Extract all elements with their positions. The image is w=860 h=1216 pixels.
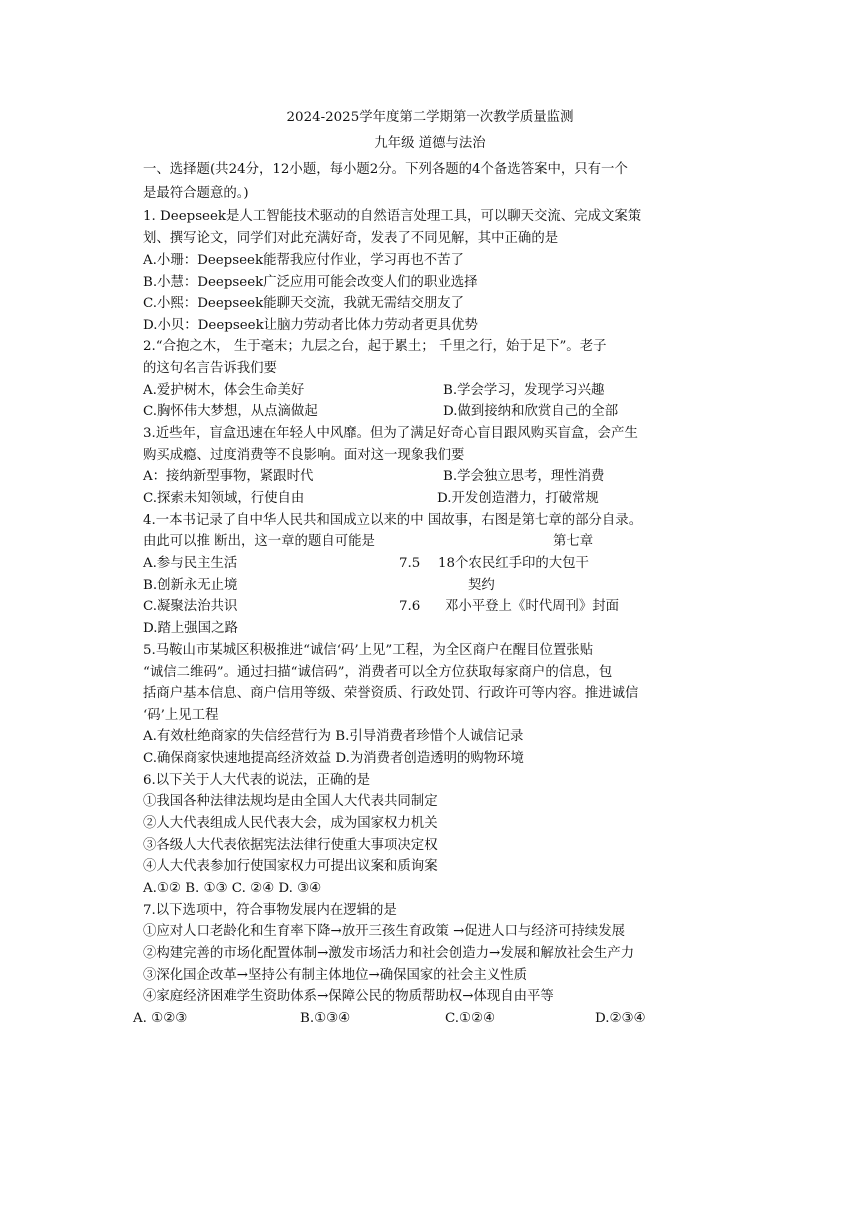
q1-option-c: C.小熙：Deepseek能聊天交流，我就无需结交朋友了 — [143, 296, 465, 311]
q5-options-cd: C.确保商家快速地提高经济效益 D.为消费者创造透明的购物环境 — [143, 751, 524, 766]
q4-stem-line-2: 由此可以推 断出，这一章的题自可能是 — [143, 534, 375, 549]
exam-subtitle: 九年级 道德与法治 — [374, 136, 486, 151]
q5-stem-line-4: ‘码’上见工程 — [143, 708, 219, 723]
q7-option-c: C.①②④ — [445, 1011, 496, 1026]
q4-option-a: A.参与民主生活 — [143, 556, 238, 571]
q6-statement-2: ②人大代表组成人民代表大会，成为国家权力机关 — [143, 816, 438, 831]
q1-stem-line-1: 1. Deepseek是人工智能技术驱动的自然语言处理工具，可以聊天交流、完成文案策 — [143, 209, 642, 224]
q4-toc-7-6-number: 7.6 — [399, 599, 421, 614]
section-intro-line-1: 一、选择题(共24分，12小题，每小题2分。下列各题的4个备选答案中，只有一个 — [143, 162, 628, 177]
q2-option-a: A.爱护树木，体会生命美好 — [143, 383, 305, 398]
q7-statement-4: ④家庭经济困难学生资助体系→保障公民的物质帮助权→体现自由平等 — [143, 989, 554, 1004]
q4-option-c: C.凝聚法治共识 — [143, 599, 238, 614]
q6-statement-1: ①我国各种法律法规均是由全国人大代表共同制定 — [143, 794, 438, 809]
q4-toc-7-6-text: 邓小平登上《时代周刊》封面 — [445, 599, 620, 614]
q5-stem-line-2: “诚信二维码”。通过扫描“诚信码”，消费者可以全方位获取每家商户的信息，包 — [143, 665, 613, 680]
q4-stem-line-1: 4.一本书记录了自中华人民共和国成立以来的中 国故事，右图是第七章的部分自录。 — [143, 513, 643, 528]
q1-stem-line-2: 划、撰写论文，同学们对此充满好奇，发表了不同见解，其中正确的是 — [143, 231, 559, 246]
q2-option-c: C.胸怀伟大梦想，从点滴做起 — [143, 404, 318, 419]
q2-stem-line-2: 的这句名言告诉我们要 — [143, 361, 277, 376]
q4-toc-7-5-text: 18个农民红手印的大包干 — [438, 556, 589, 571]
q3-option-b: B.学会独立思考，理性消费 — [443, 469, 605, 484]
q6-statement-4: ④人大代表参加行使国家权力可提出议案和质询案 — [143, 859, 438, 874]
q4-option-b: B.创新永无止境 — [143, 578, 238, 593]
q3-option-c: C.探索未知领域，行使自由 — [143, 491, 305, 506]
q6-stem: 6.以下关于人大代表的说法，正确的是 — [143, 773, 371, 788]
q3-stem-line-2: 购买成瘾、过度消费等不良影响。面对这一现象我们要 — [143, 448, 465, 463]
q1-option-b: B.小慧：Deepseek广泛应用可能会改变人们的职业选择 — [143, 275, 478, 290]
q7-statement-1: ①应对人口老龄化和生育率下降→放开三孩生育政策 →促进人口与经济可持续发展 — [143, 924, 625, 939]
q2-option-d: D.做到接纳和欣赏自己的全部 — [443, 404, 619, 419]
q6-statement-3: ③各级人大代表依据宪法法律行使重大事项决定权 — [143, 838, 438, 853]
q4-toc-title: 第七章 — [553, 534, 594, 549]
q4-option-d: D.踏上强国之路 — [143, 621, 238, 636]
q4-toc-7-5-number: 7.5 — [399, 556, 421, 571]
q5-stem-line-3: 括商户基本信息、商户信用等级、荣誉资质、行政处罚、行政许可等内容。推进诚信 — [143, 686, 639, 701]
q3-option-a: A：接纳新型事物，紧跟时代 — [143, 469, 314, 484]
q7-option-a: A. ①②③ — [133, 1011, 188, 1026]
q6-options: A.①② B. ①③ C. ②④ D. ③④ — [143, 881, 322, 896]
q3-option-d: D.开发创造潜力，打破常规 — [437, 491, 599, 506]
q4-toc-7-5-text-cont: 契约 — [468, 578, 495, 593]
exam-title: 2024-2025学年度第二学期第一次教学质量监测 — [286, 110, 574, 125]
q1-option-d: D.小贝：Deepseek让脑力劳动者比体力劳动者更具优势 — [143, 318, 478, 333]
q7-stem: 7.以下选项中，符合事物发展内在逻辑的是 — [143, 903, 397, 918]
section-intro-line-2: 是最符合题意的。) — [143, 186, 249, 201]
q7-statement-3: ③深化国企改革→坚持公有制主体地位→确保国家的社会主义性质 — [143, 968, 527, 983]
q7-statement-2: ②构建完善的市场化配置体制→激发市场活力和社会创造力→发展和解放社会生产力 — [143, 946, 635, 961]
q3-stem-line-1: 3.近些年，盲盒迅速在年轻人中风靡。但为了满足好奇心盲目跟风购买盲盒，会产生 — [143, 426, 638, 441]
q7-option-b: B.①③④ — [300, 1011, 351, 1026]
q7-option-d: D.②③④ — [595, 1011, 646, 1026]
q1-option-a: A.小珊：Deepseek能帮我应付作业，学习再也不苦了 — [143, 253, 464, 268]
q2-option-b: B.学会学习，发现学习兴趣 — [443, 383, 605, 398]
q5-stem-line-1: 5.马鞍山市某城区积极推进“诚信‘码’上见”工程，为全区商户在醒目位置张贴 — [143, 643, 594, 658]
q2-stem-line-1: 2.“合抱之木， 生于毫末；九层之台，起于累土； 千里之行，始于足下”。老子 — [143, 339, 607, 354]
q5-options-ab: A.有效杜绝商家的失信经营行为 B.引导消费者珍惜个人诚信记录 — [143, 729, 524, 744]
